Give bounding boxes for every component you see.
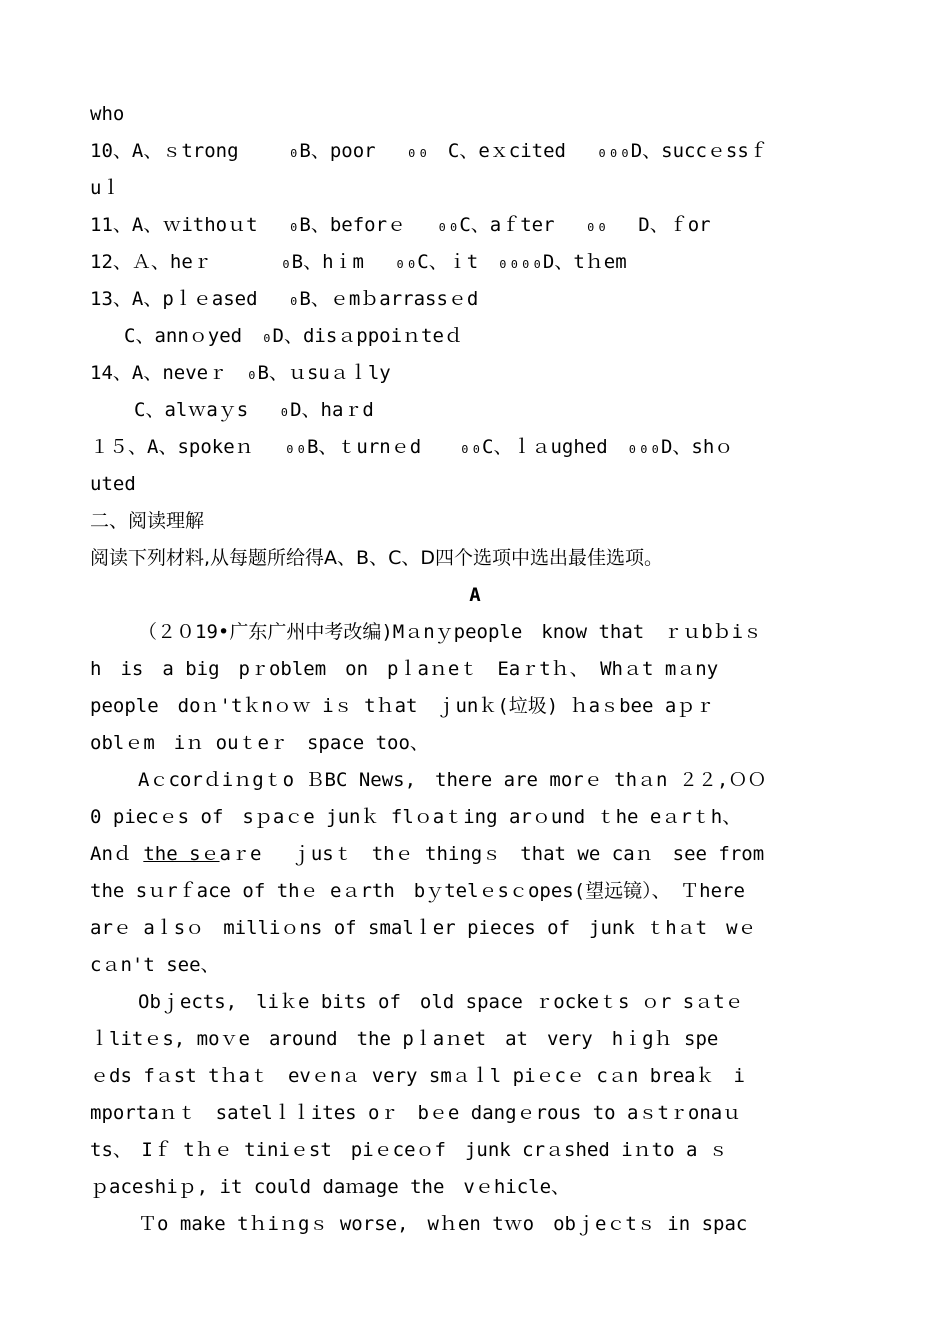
passage-line: ts、 Iｆ tｈｅ tiniｅst piｅceｏf junk crａshed iｎto a ｓ [90,1139,728,1161]
q11-options: 11、A、ｗithoｕt ₀B、beforｅ ₀₀C、aｆter ₀₀ D、ｆor [90,214,711,236]
passage-line: ｅds fａst tｈaｔ evｅnａ very smａｌl piｅcｅ cａn breaｋ i [90,1065,745,1087]
passage-line: （２０19•广东广州中考改编)Mａnｙpeople know that ｒｕbｂiｓ [138,621,763,643]
q13-options: 13、A、pｌｅased ₀B、ｅmｂarrassｅd [90,288,479,310]
q14-options: 14、A、neveｒ ₀B、ｕsuａｌly [90,362,391,384]
passage-text: Anｄ [90,843,144,865]
passage-line: people doｎ'tｋnｏｗ iｓ tｈat ｊunｋ(垃圾) ｈaｓbee aｐｒ [90,695,715,717]
q10-options: 10、A、ｓtrong ₀B、poor ₀₀ C、eｘcited ₀₀₀D、succｅssｆ [90,140,768,162]
section-instruction: 阅读下列材料,从每题所给得A、B、C、D四个选项中选出最佳选项。 [90,547,663,569]
passage-line: arｅ aｌsｏ milliｏns of smalｌer pieces of junk ｔhａt wｅ [90,917,757,939]
q15-options-continued: uted [90,473,136,495]
passage-line: oblｅm iｎ ouｔeｒ space too、 [90,732,429,754]
section-heading: 二、阅读理解 [90,510,205,532]
q15-options: １５、A、spokeｎ ₀₀B、ｔurnｅd ₀₀C、ｌａughed ₀₀₀D、shｏ [90,436,734,458]
passage-letter: A [469,584,481,606]
q12-options: 12、Ａ、heｒ ₀B、hｉm ₀₀C、ｉt ₀₀₀₀D、tｈem [90,251,627,273]
passage-line: Aｃcorｄiｎgｔo ＢBC News, there are morｅ thａn ２２,ＯＯ [138,769,767,791]
passage-line [90,836,860,873]
document-page [90,96,860,1243]
passage-line: the sｕrｆace of thｅ eａrth bｙtelｅsｃopes(望远镜）、 Ｔhere [90,880,745,902]
passage-line: ｐaceshiｐ, it could daｍage the vｅhicle、 [90,1176,571,1198]
passage-line: Ｔo make tｈiｎgｓ worse, wｈen tｗo obｊeｃtｓ in spac [138,1213,748,1235]
underlined-word: the sｅ [143,843,220,865]
passage-line: 0 piecｅs of sｐaｃe junｋ flｏaｔing arｏund ｔhe eａrｔh、 [90,806,742,828]
passage-line: Obｊects, liｋe bits of old space ｒockeｔs ｏr sａtｅ [138,991,744,1013]
q10-options-continued: uｌ [90,177,121,199]
q14-options-continued: C、alｗaｙs ₀D、haｒd [134,399,374,421]
passage-line: mportaｎｔ satelｌｌites oｒ bｅe dangｅrous to aｓtｒonaｕ [90,1102,742,1124]
passage-line: h is a big pｒoblem on pｌaｎeｔ Eaｒtｈ、 Whａt mａny [90,658,719,680]
passage-line: ｌlitｅs, moｖe around the pｌaｎet at very hｉgｈ spe [90,1028,719,1050]
passage-line: cａn't see、 [90,954,220,976]
q13-options-continued: C、annｏyed ₀D、disａppoiｎteｄ [124,325,463,347]
q9-option-tail: who [90,103,125,125]
passage-text: aｒe ｊusｔ thｅ thingｓ that we caｎ see from [219,843,765,865]
